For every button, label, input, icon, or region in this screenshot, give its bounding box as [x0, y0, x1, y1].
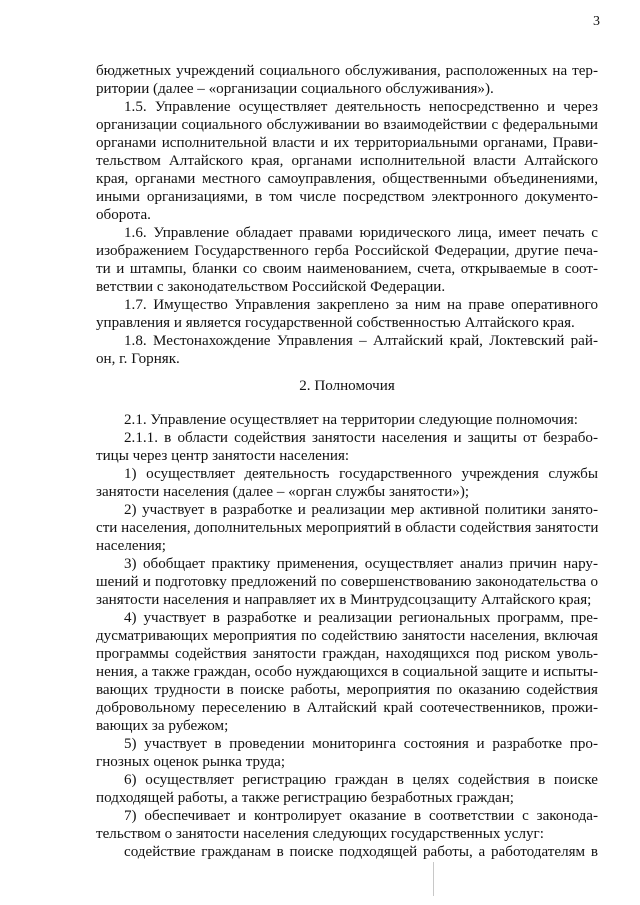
text-line: содействие гражданам в поиске подходящей работы, а работодателям в	[124, 844, 598, 860]
text-line: дусматривающих мероприятия по содействию занятости населения, включая	[96, 628, 598, 644]
text-line: 2.1. Управление осуществляет на территории следующие полномочия:	[124, 412, 578, 428]
text-line: тельством Алтайского края, органами исполнительной власти Алтайского	[96, 153, 598, 169]
page-number: 3	[593, 14, 600, 29]
text-line: подходящей работы, а также регистрацию безработных граждан;	[96, 790, 514, 806]
text-line: 1.7. Имущество Управления закреплено за ним на праве оперативного	[124, 297, 598, 313]
text-line: 3) обобщает практику применения, осуществляет анализ причин нару-	[124, 556, 598, 572]
text-line: ветствии с законодательством Российской Федерации.	[96, 279, 446, 295]
text-line: органами исполнительной власти и их территориальными органами, Прави-	[96, 135, 598, 151]
text-line: он, г. Горняк.	[96, 351, 180, 367]
text-line: 4) участвует в разработке и реализации региональных программ, пре-	[124, 610, 598, 626]
text-line: вающих трудности в поиске работы, мероприятия по оказанию содействия	[96, 682, 598, 698]
text-line: края, органами местного самоуправления, общественными объединениями,	[96, 171, 598, 187]
text-line: добровольному переселению в Алтайский край соотечественников, прожи-	[96, 700, 598, 716]
scan-artifact-line	[433, 862, 434, 896]
text-line: нения, а также граждан, особо нуждающихся в социальной защите и испыты-	[96, 664, 598, 680]
text-line: 7) обеспечивает и контролирует оказание в соответствии с законода-	[124, 808, 598, 824]
text-line: 1.5. Управление осуществляет деятельность непосредственно и через	[124, 99, 598, 115]
text-line: занятости населения и направляет их в Минтрудсоцзащиту Алтайского края;	[96, 592, 592, 608]
text-line: 1.8. Местонахождение Управления – Алтайский край, Локтевский рай-	[124, 333, 598, 349]
text-line: тицы через центр занятости населения:	[96, 448, 350, 464]
text-line: управления и является государственной собственностью Алтайского края.	[96, 315, 575, 331]
text-line: ти и штампы, бланки со своим наименованием, счета, открываемые в соот-	[96, 261, 598, 277]
text-line: иными организациями, в том числе посредством электронного документо-	[96, 189, 598, 205]
section-heading: 2. Полномочия	[299, 378, 395, 394]
text-line: 1.6. Управление обладает правами юридического лица, имеет печать с	[124, 225, 598, 241]
text-line: вающих за рубежом;	[96, 718, 229, 734]
text-line: сти населения, дополнительных мероприятий в области содействия занятости	[96, 520, 599, 536]
text-line: программы содействия занятости граждан, находящихся под риском уволь-	[96, 646, 598, 662]
text-line: 6) осуществляет регистрацию граждан в целях содействия в поиске	[124, 772, 598, 788]
text-line: тельством о занятости населения следующих государственных услуг:	[96, 826, 544, 842]
text-line: 2) участвует в разработке и реализации мер активной политики занято-	[124, 502, 598, 518]
text-line: гнозных оценок рынка труда;	[96, 754, 286, 770]
text-line: оборота.	[96, 207, 151, 223]
text-line: 1) осуществляет деятельность государственного учреждения службы	[124, 466, 598, 482]
text-line: 5) участвует в проведении мониторинга состояния и разработке про-	[124, 736, 598, 752]
text-line: бюджетных учреждений социального обслуживания, расположенных на тер-	[96, 63, 598, 79]
text-line: 2.1.1. в области содействия занятости населения и защиты от безрабо-	[124, 430, 598, 446]
text-line: населения;	[96, 538, 166, 554]
text-line: ритории (далее – «организации социального обслуживания»).	[96, 81, 494, 97]
text-line: шений и подготовку предложений по совершенствованию законодательства о	[96, 574, 598, 590]
text-line: занятости населения (далее – «орган службы занятости»);	[96, 484, 470, 500]
text-line: изображением Государственного герба Российской Федерации, другие печа-	[96, 243, 598, 259]
text-line: организации социального обслуживании во взаимодействии с федеральными	[96, 117, 598, 133]
